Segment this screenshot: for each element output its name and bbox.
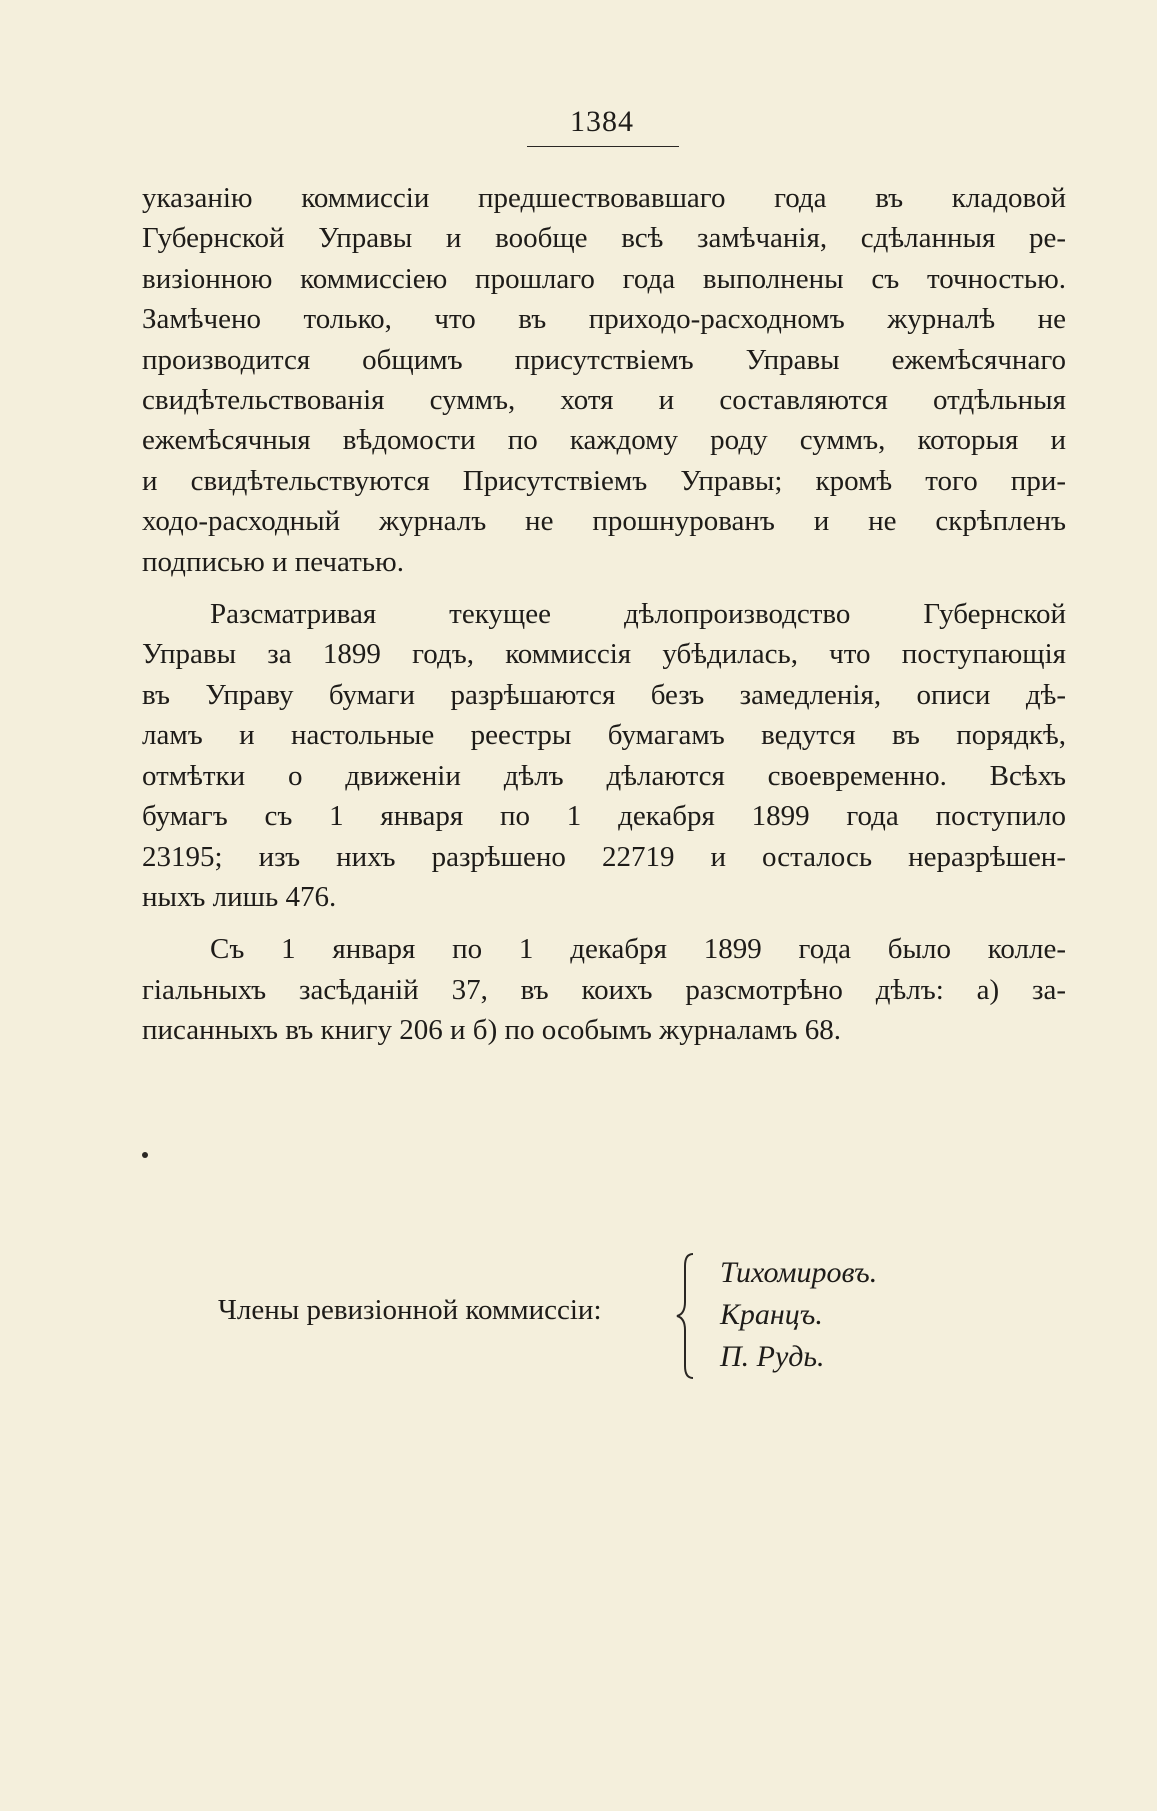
text-line: ежемѣсячныя вѣдомости по каждому роду суммъ, которыя и — [142, 424, 1066, 457]
text-line: Губернской Управы и вообще всѣ замѣчанія, сдѣланныя ре- — [142, 222, 1066, 255]
text-line: указанію коммиссіи предшествовавшаго года въ кладовой — [142, 182, 1066, 214]
text-line: подписью и печатью. — [142, 545, 404, 578]
paragraph-3 — [142, 929, 1066, 1050]
text-line: Разсматривая текущее дѣлопроизводство Губернской — [210, 598, 1066, 631]
text-line: въ Управу бумаги разрѣшаются безъ замедленія, описи дѣ- — [142, 678, 1066, 711]
text-line: Управы за 1899 годъ, коммиссія убѣдилась, что поступающія — [142, 638, 1066, 671]
ink-dot — [142, 1152, 148, 1158]
signature-block — [218, 1252, 1018, 1382]
paragraph-1 — [142, 178, 1066, 582]
curly-brace-icon — [673, 1252, 697, 1380]
signature-name: Тихомировъ. — [720, 1256, 878, 1289]
signature-name: Кранцъ. — [720, 1298, 823, 1331]
text-line: 23195; изъ нихъ разрѣшено 22719 и осталось неразрѣшен- — [142, 840, 1066, 873]
text-line: ходо-расходный журналъ не прошнурованъ и не скрѣпленъ — [142, 505, 1066, 538]
text-line: свидѣтельствованія суммъ, хотя и составляются отдѣльныя — [142, 384, 1066, 417]
text-line: отмѣтки о движеніи дѣлъ дѣлаются своевременно. Всѣхъ — [142, 759, 1066, 792]
text-line: писанныхъ въ книгу 206 и б) по особымъ журналамъ 68. — [142, 1014, 842, 1047]
signature-names — [720, 1252, 877, 1378]
text-line: Съ 1 января по 1 декабря 1899 года было колле- — [210, 933, 1066, 966]
paragraph-2 — [142, 594, 1066, 917]
text-line: Замѣчено только, что въ приходо-расходномъ журналѣ не — [142, 303, 1066, 336]
text-line: гіальныхъ засѣданій 37, въ коихъ разсмотрѣно дѣлъ: а) за- — [142, 973, 1066, 1006]
body-text — [142, 178, 1066, 1051]
text-line: ламъ и настольные реестры бумагамъ ведутся въ порядкѣ, — [142, 719, 1066, 752]
text-line: бумагъ съ 1 января по 1 декабря 1899 года поступило — [142, 800, 1066, 833]
text-line: производится общимъ присутствіемъ Управы ежемѣсячнаго — [142, 343, 1066, 376]
signature-name: П. Рудь. — [720, 1340, 825, 1373]
text-line: и свидѣтельствуются Присутствіемъ Управы; кромѣ того при- — [142, 464, 1066, 497]
page-number: 1384 — [570, 105, 634, 138]
signature-label: Члены ревизіонной коммиссіи: — [218, 1294, 602, 1326]
text-line: ныхъ лишь 476. — [142, 880, 337, 913]
text-line: визіонною коммиссіею прошлаго года выполнены съ точностью. — [142, 262, 1066, 295]
page-number-rule — [527, 146, 679, 147]
